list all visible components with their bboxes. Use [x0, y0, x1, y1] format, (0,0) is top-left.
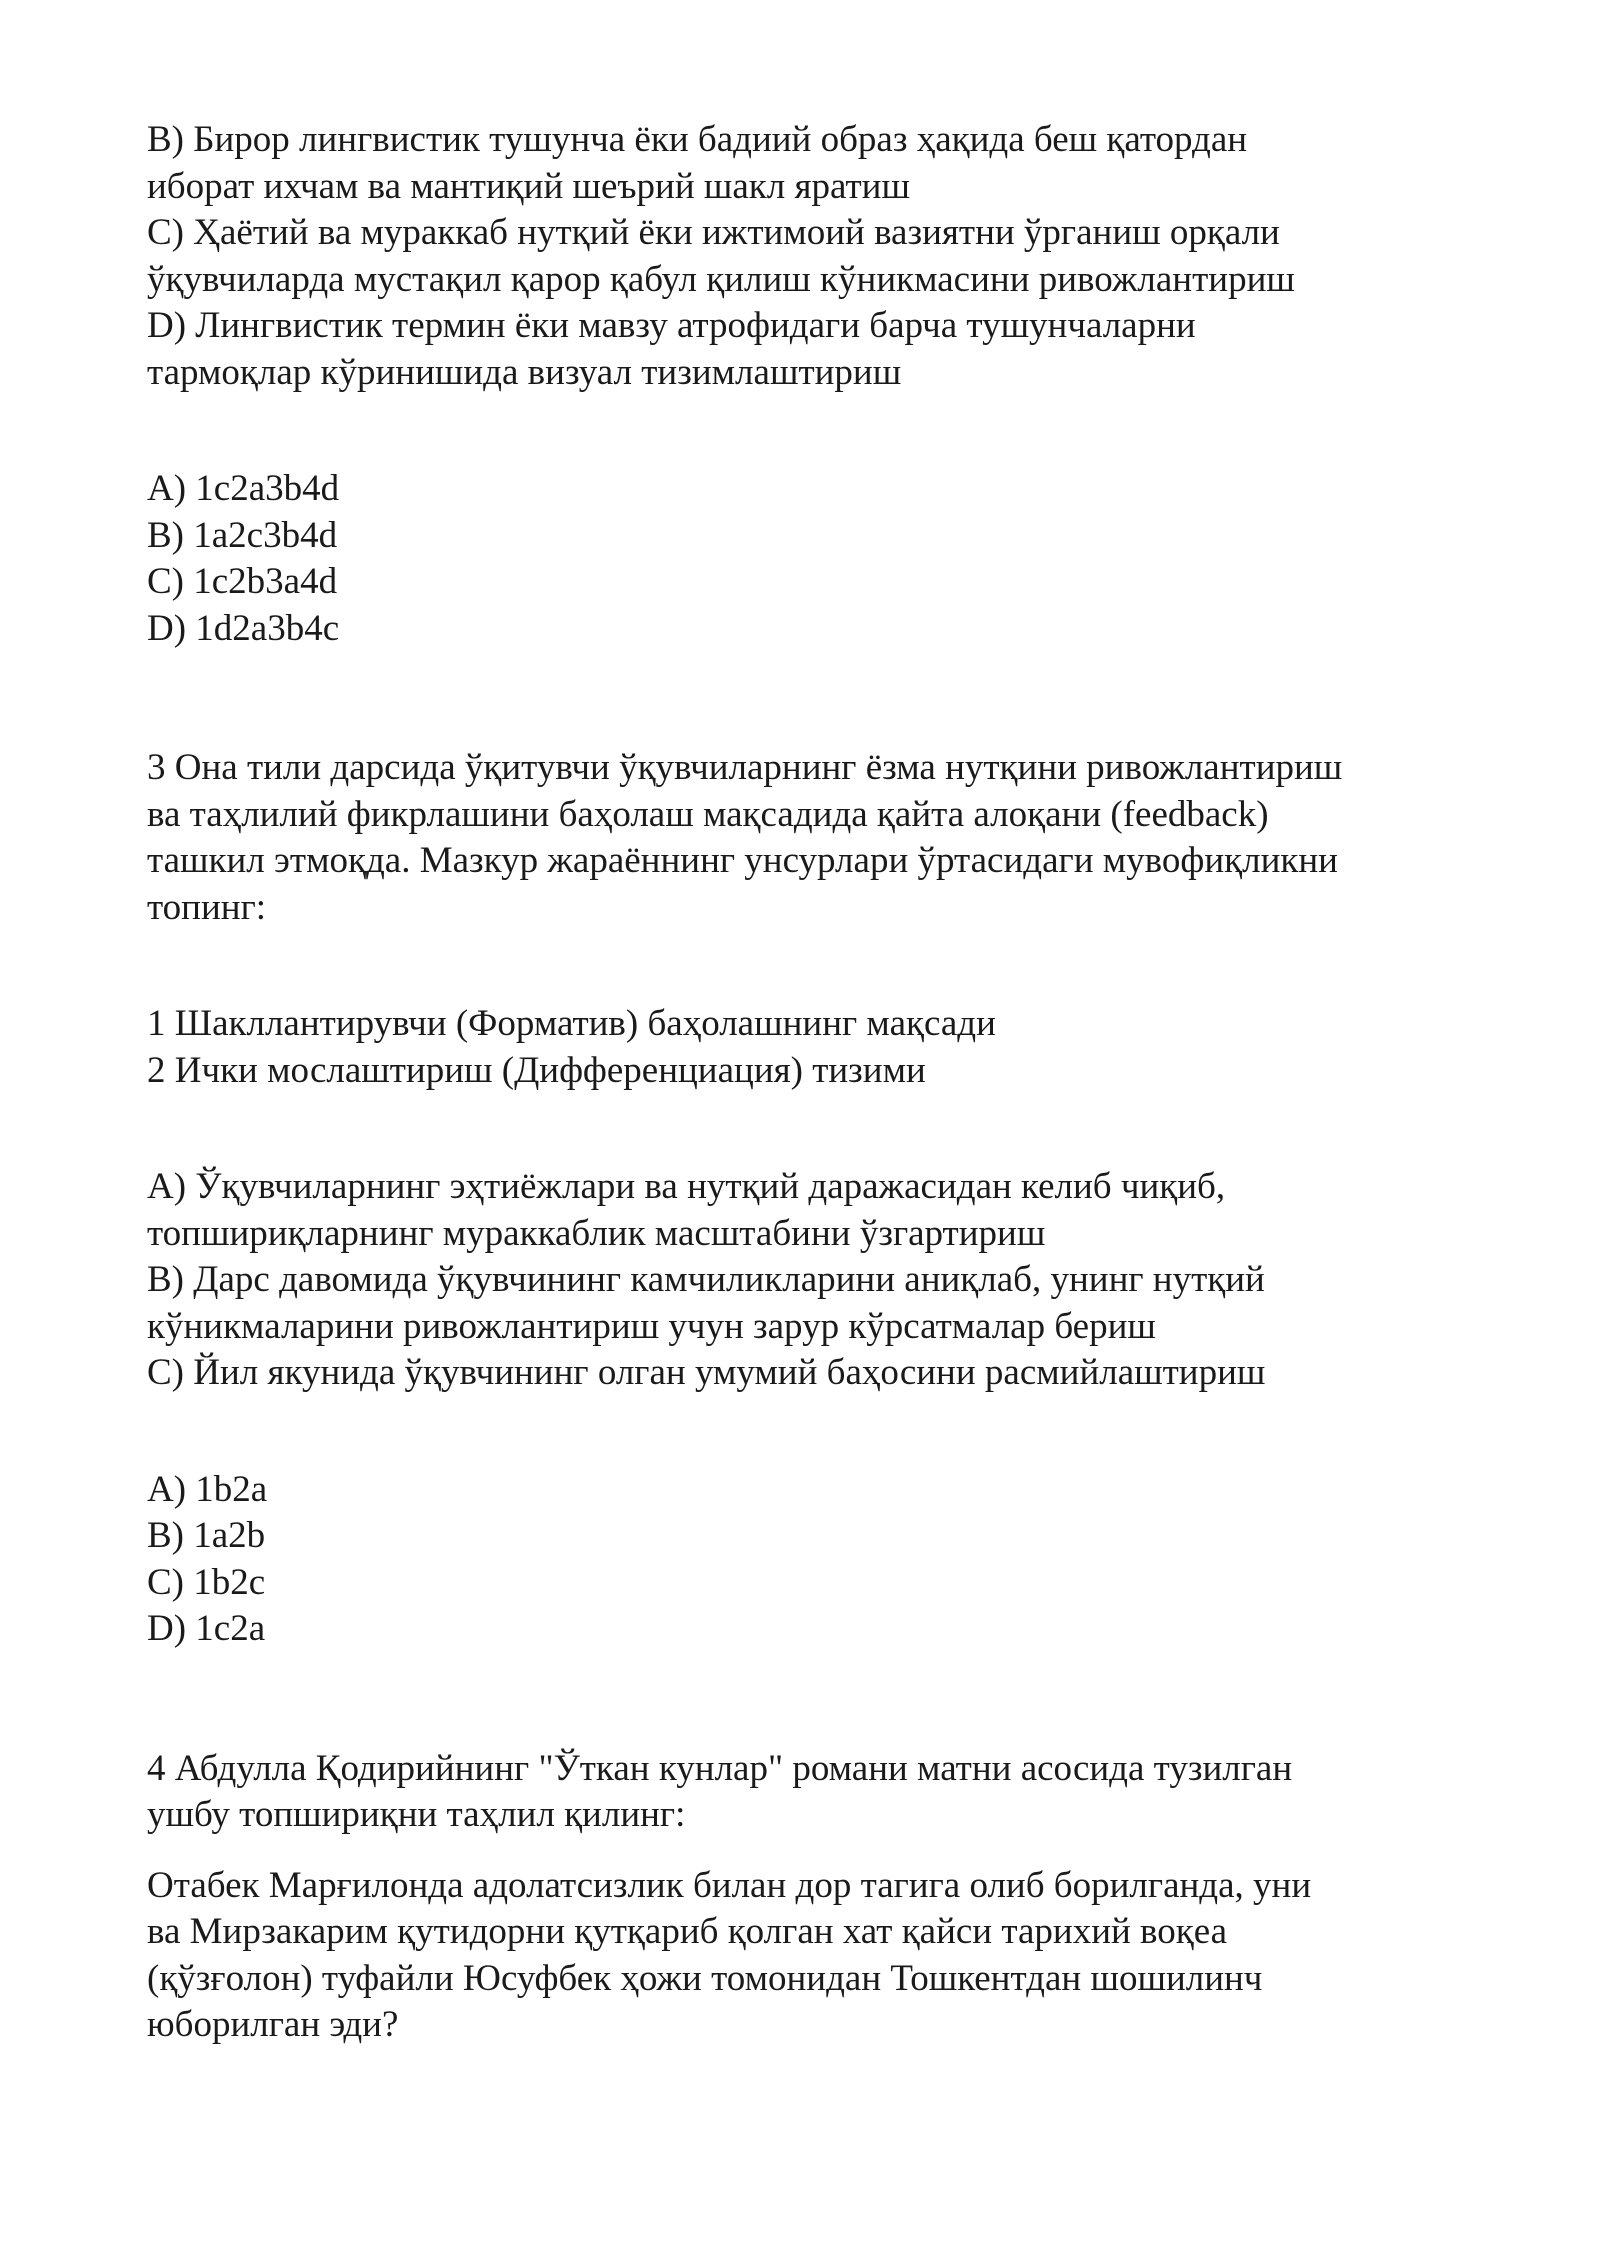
q3-item-2: 2 Ички мослаштириш (Дифференциация) тизими [147, 1049, 926, 1091]
q3-option-c: C) 1b2c [147, 1561, 266, 1603]
q4-question-line-2: ушбу топшириқни таҳлил қилинг: [147, 1794, 686, 1835]
document-content [147, 117, 1487, 2049]
q2-definition-c-line-2: ўқувчиларда мустақил қарор қабул қилиш кўникмасини ривожлантириш [147, 258, 1295, 300]
q2-option-b: B) 1a2c3b4d [147, 514, 338, 556]
q3-question-line-1: 3 Она тили дарсида ўқитувчи ўқувчиларнинг ёзма нутқини ривожлантириш [147, 747, 1343, 788]
q3-definition-a-line-2: топшириқларнинг мураккаблик масштабини ўзгартириш [147, 1212, 1046, 1254]
q3-answer-options [147, 1467, 1487, 1653]
q3-option-b: B) 1a2b [147, 1515, 266, 1556]
q4-question-line-1: 4 Абдулла Қодирийнинг "Ўткан кунлар" романи матни асосида тузилган [147, 1747, 1293, 1789]
q3-question-line-2: ва таҳлилий фикрлашини баҳолаш мақсадида қайта алоқани (feedback) [147, 793, 1269, 835]
q3-definition-b-line-2: кўникмаларини ривожлантириш учун зарур кўрсатмалар бериш [147, 1305, 1156, 1347]
q2-definitions [147, 117, 1487, 396]
q4-text-line-4: юборилган эди? [147, 2004, 399, 2045]
q4-text-line-2: ва Мирзакарим қутидорни қутқариб қолган хат қайси тарихий воқеа [147, 1911, 1228, 1952]
q4-text [147, 1863, 1487, 2049]
q3-definition-c-line-1: C) Йил якунида ўқувчининг олган умумий баҳосини расмийлаштириш [147, 1352, 1266, 1393]
q2-definition-d-line-2: тармоқлар кўринишида визуал тизимлаштириш [147, 351, 902, 393]
q3-question-line-3: ташкил этмоқда. Мазкур жараённинг унсурлари ўртасидаги мувофиқликни [147, 840, 1338, 881]
q3-item-1: 1 Шакллантирувчи (Форматив) баҳолашнинг мақсади [147, 1003, 996, 1044]
q2-definition-b-line-2: иборат ихчам ва мантиқий шеърий шакл яратиш [147, 165, 910, 207]
q3-items [147, 1001, 1487, 1094]
q4-text-line-3: (қўзғолон) туфайли Юсуфбек ҳожи томонидан Тошкентдан шошилинч [147, 1957, 1263, 1999]
q4-question [147, 1746, 1487, 1839]
q3-definition-b-line-1: B) Дарс давомида ўқувчининг камчиликларини аниқлаб, унинг нутқий [147, 1259, 1265, 1300]
q3-question-line-4: топинг: [147, 886, 267, 928]
q3-definitions [147, 1164, 1487, 1397]
q3-option-d: D) 1c2a [147, 1608, 266, 1649]
q4-text-line-1: Отабек Марғилонда адолатсизлик билан дор тагига олиб борилганда, уни [147, 1864, 1312, 1906]
q2-option-c: C) 1c2b3a4d [147, 561, 338, 602]
q2-definition-d-line-1: D) Лингвистик термин ёки мавзу атрофидаги барча тушунчаларни [147, 305, 1196, 346]
q3-definition-a-line-1: A) Ўқувчиларнинг эҳтиёжлари ва нутқий даражасидан келиб чиқиб, [147, 1166, 1226, 1207]
q3-option-a: A) 1b2a [147, 1468, 268, 1510]
q2-definition-c-line-1: C) Ҳаётий ва мураккаб нутқий ёки ижтимоий вазиятни ўрганиш орқали [147, 212, 1280, 253]
q2-option-d: D) 1d2a3b4c [147, 607, 340, 649]
q3-question [147, 745, 1487, 931]
q2-option-a: A) 1c2a3b4d [147, 468, 340, 509]
q2-definition-b-line-1: B) Бирор лингвистик тушунча ёки бадиий образ ҳақида беш қатордан [147, 119, 1248, 160]
q2-answer-options [147, 466, 1487, 652]
